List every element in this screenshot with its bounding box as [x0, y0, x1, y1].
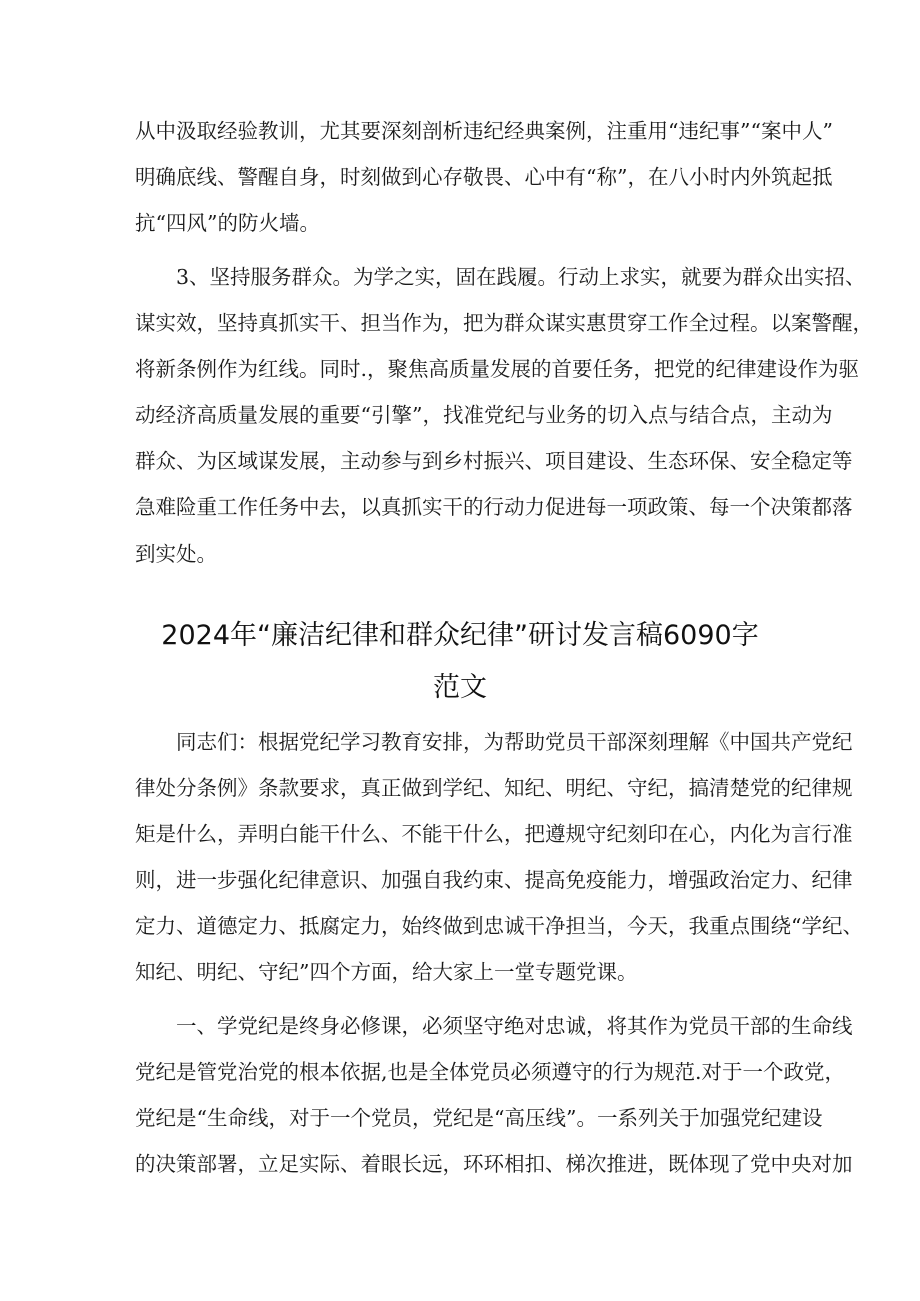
text-line: 一、学党纪是终身必修课，必须坚守绝对忠诚，将其作为党员干部的生命线 — [176, 1014, 853, 1038]
text-line: 将新条例作为红线。同时.，聚焦高质量发展的首要任务，把党的纪律建设作为驱 — [135, 357, 860, 381]
title-line-2: 范文 — [433, 672, 487, 703]
text-line: 则，进一步强化纪律意识、加强自我约束、提高免疫能力，增强政治定力、纪律 — [135, 868, 853, 892]
text-line: 矩是什么，弄明白能干什么、不能干什么，把遵规守纪刻印在心，内化为言行准 — [135, 822, 853, 846]
text-line: 的决策部署，立足实际、着眼长远，环环相扣、梯次推进，既体现了党中央对加 — [135, 1152, 853, 1176]
text-line: 明确底线、警醒自身，时刻做到心存敬畏、心中有“称”，在八小时内外筑起抵 — [135, 165, 833, 189]
text-line: 知纪、明纪、守纪”四个方面，给大家上一堂专题党课。 — [135, 960, 638, 984]
text-line: 党纪是“生命线，对于一个党员，党纪是“高压线”。一系列关于加强党纪建设 — [135, 1106, 823, 1130]
text-line: 到实处。 — [135, 542, 217, 566]
text-line: 从中汲取经验教训，尤其要深刻剖析违纪经典案例，注重用“违纪事”“案中人” — [135, 119, 833, 143]
text-line: 党纪是管党治党的根本依据,也是全体党员必须遵守的行为规范.对于一个政党， — [135, 1060, 846, 1084]
text-line: 谋实效，坚持真抓实干、担当作为，把为群众谋实惠贯穿工作全过程。以案警醒， — [135, 311, 873, 335]
text-line: 抗“四风”的防火墙。 — [135, 211, 320, 235]
text-line: 急难险重工作任务中去，以真抓实干的行动力促进每一项政策、每一个决策都落 — [135, 495, 853, 519]
text-line: 3、坚持服务群众。为学之实，固在践履。行动上求实，就要为群众出实招、 — [176, 265, 866, 289]
text-line: 动经济高质量发展的重要“引擎”，找准党纪与业务的切入点与结合点，主动为 — [135, 403, 833, 427]
text-line: 律处分条例》条款要求，真正做到学纪、知纪、明纪、守纪，搞清楚党的纪律规 — [135, 776, 853, 800]
title-line-1: 2024年“廉洁纪律和群众纪律”研讨发言稿6090字 — [161, 620, 759, 651]
text-line: 定力、道德定力、抵腐定力，始终做到忠诚干净担当，今天，我重点围绕“学纪、 — [135, 914, 863, 938]
text-line: 同志们：根据党纪学习教育安排，为帮助党员干部深刻理解《中国共产党纪 — [176, 730, 853, 754]
text-line: 群众、为区域谋发展，主动参与到乡村振兴、项目建设、生态环保、安全稳定等 — [135, 449, 853, 473]
